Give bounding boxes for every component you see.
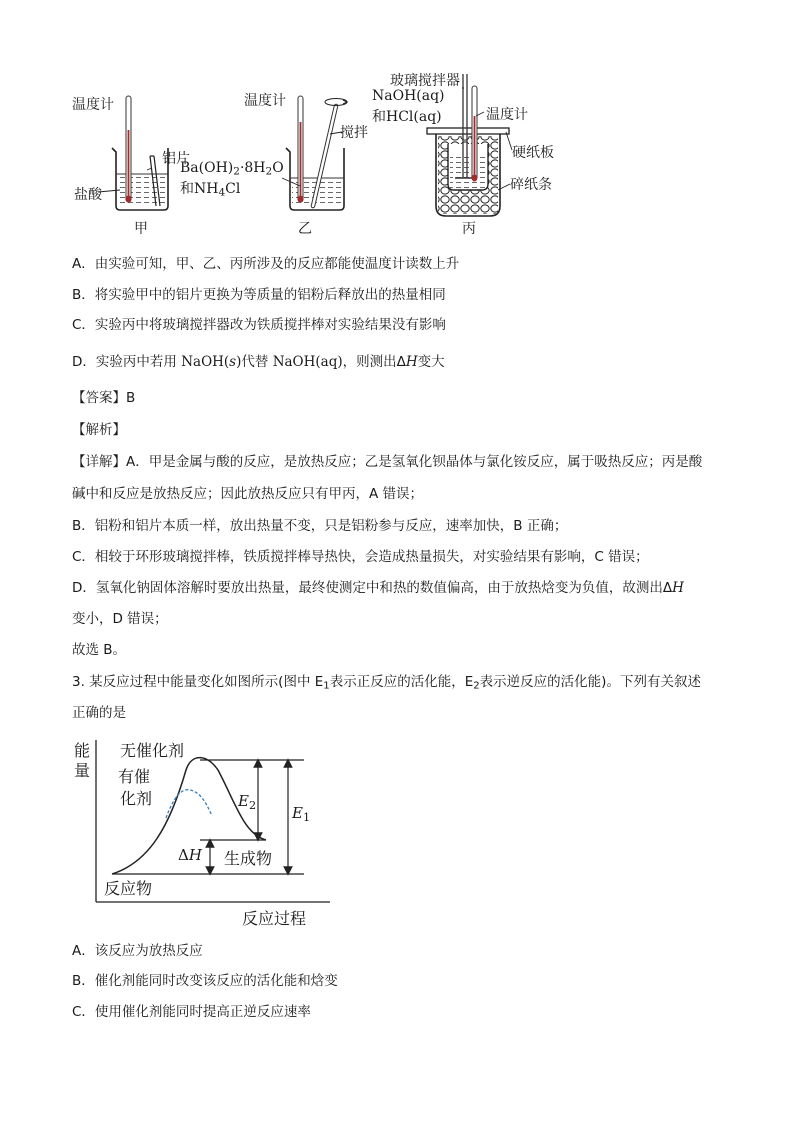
thermometer-jia <box>126 96 132 203</box>
apparatus-figure <box>0 60 794 245</box>
thermometer-yi <box>298 96 304 203</box>
yi-reagent-line-2: 和$NH_4Cl$ <box>180 181 241 199</box>
q3-stem-line-2: 正确的是 <box>72 705 126 721</box>
detail-line-2: 碱中和反应是放热反应；因此放热反应只有甲丙，A 错误； <box>72 486 424 502</box>
q3-option-c: C．使用催化剂能同时提高正逆反应速率 <box>72 1004 311 1020</box>
catalyst-label-2: 化剂 <box>120 789 153 808</box>
calorimeter-bing <box>427 128 509 216</box>
bing-stirrer-label: 玻璃搅拌器 <box>390 73 460 89</box>
x-axis-label: 反应过程 <box>242 909 307 928</box>
catalyst-label-1: 有催 <box>118 767 151 786</box>
q2-option-b: B．将实验甲中的铝片更换为等质量的铝粉后释放出的热量相同 <box>72 287 446 303</box>
detail-line-4: C．相较于环形玻璃搅拌棒，铁质搅拌棒导热快，会造成热量损失，对实验结果有影响，C 错误； <box>72 549 649 565</box>
detail-line-3: B．铝粉和铝片本质一样，放出热量不变，只是铝粉参与反应，速率加快，B 正确； <box>72 518 568 534</box>
q3-stem-line-1: 3. 某反应过程中能量变化如图所示(图中 $E_1$表示正反应的活化能，$E_2$表示逆反应的活化能)。下列有关叙述 <box>72 674 701 692</box>
answer-line: 【答案】B <box>72 390 136 406</box>
jia-al-label: 铝片 <box>162 151 190 167</box>
q3-option-a: A．该反应为放热反应 <box>72 943 203 959</box>
energy-diagram-drawing <box>60 730 360 930</box>
no-catalyst-label: 无催化剂 <box>120 741 185 760</box>
dh-label: ΔH <box>178 846 202 864</box>
product-label: 生成物 <box>224 849 273 868</box>
bing-caption: 丙 <box>462 221 476 237</box>
jia-hcl-label: 盐酸 <box>74 187 102 203</box>
yi-reagent-line-1: $Ba(OH)_2\cdot 8H_2O$ <box>180 160 284 178</box>
catalyst-curve <box>166 790 212 818</box>
thermometer-bing <box>472 86 478 182</box>
q2-option-c: C．实验丙中将玻璃搅拌器改为铁质搅拌棒对实验结果没有影响 <box>72 317 446 333</box>
analysis-heading: 【解析】 <box>72 422 126 438</box>
detail-line-1: 【详解】A．甲是金属与酸的反应，是放热反应；乙是氢氧化钡晶体与氯化铵反应，属于吸热反应；丙是酸 <box>72 454 703 470</box>
yi-thermometer-label: 温度计 <box>244 93 286 109</box>
q2-option-a: A．由实验可知，甲、乙、丙所涉及的反应都能使温度计读数上升 <box>72 256 460 272</box>
bing-thermometer-label: 温度计 <box>486 107 528 123</box>
jia-caption: 甲 <box>134 221 148 237</box>
y-label-1: 能 <box>74 741 91 760</box>
energy-diagram <box>60 730 360 930</box>
detail-line-6: 变小，D 错误； <box>72 611 168 627</box>
detail-line-5: D．氢氧化钠固体溶解时要放出热量，最终使测定中和热的数值偏高，由于放热焓变为负值，故测出ΔH <box>72 580 684 596</box>
bing-reagent-line-2: 和HCl(aq) <box>372 109 442 125</box>
reactant-label: 反应物 <box>104 879 153 898</box>
jia-thermometer-label: 温度计 <box>72 97 114 113</box>
e1-label: $E_1$ <box>292 804 311 824</box>
bing-reagent-line-1: NaOH(aq) <box>372 88 445 104</box>
conclusion-line: 故选 B。 <box>72 642 127 658</box>
y-label-2: 量 <box>74 761 91 780</box>
q3-option-b: B．催化剂能同时改变该反应的活化能和焓变 <box>72 973 338 989</box>
q2-option-d: D．实验丙中若用 NaOH(s)代替 NaOH(aq)，则测出ΔH变大 <box>72 354 445 370</box>
bing-paper-label: 碎纸条 <box>510 177 552 193</box>
e2-label: $E_2$ <box>238 792 257 812</box>
yi-caption: 乙 <box>298 221 312 237</box>
yi-stir-label: 搅拌 <box>340 125 368 141</box>
bing-board-label: 硬纸板 <box>512 145 554 161</box>
